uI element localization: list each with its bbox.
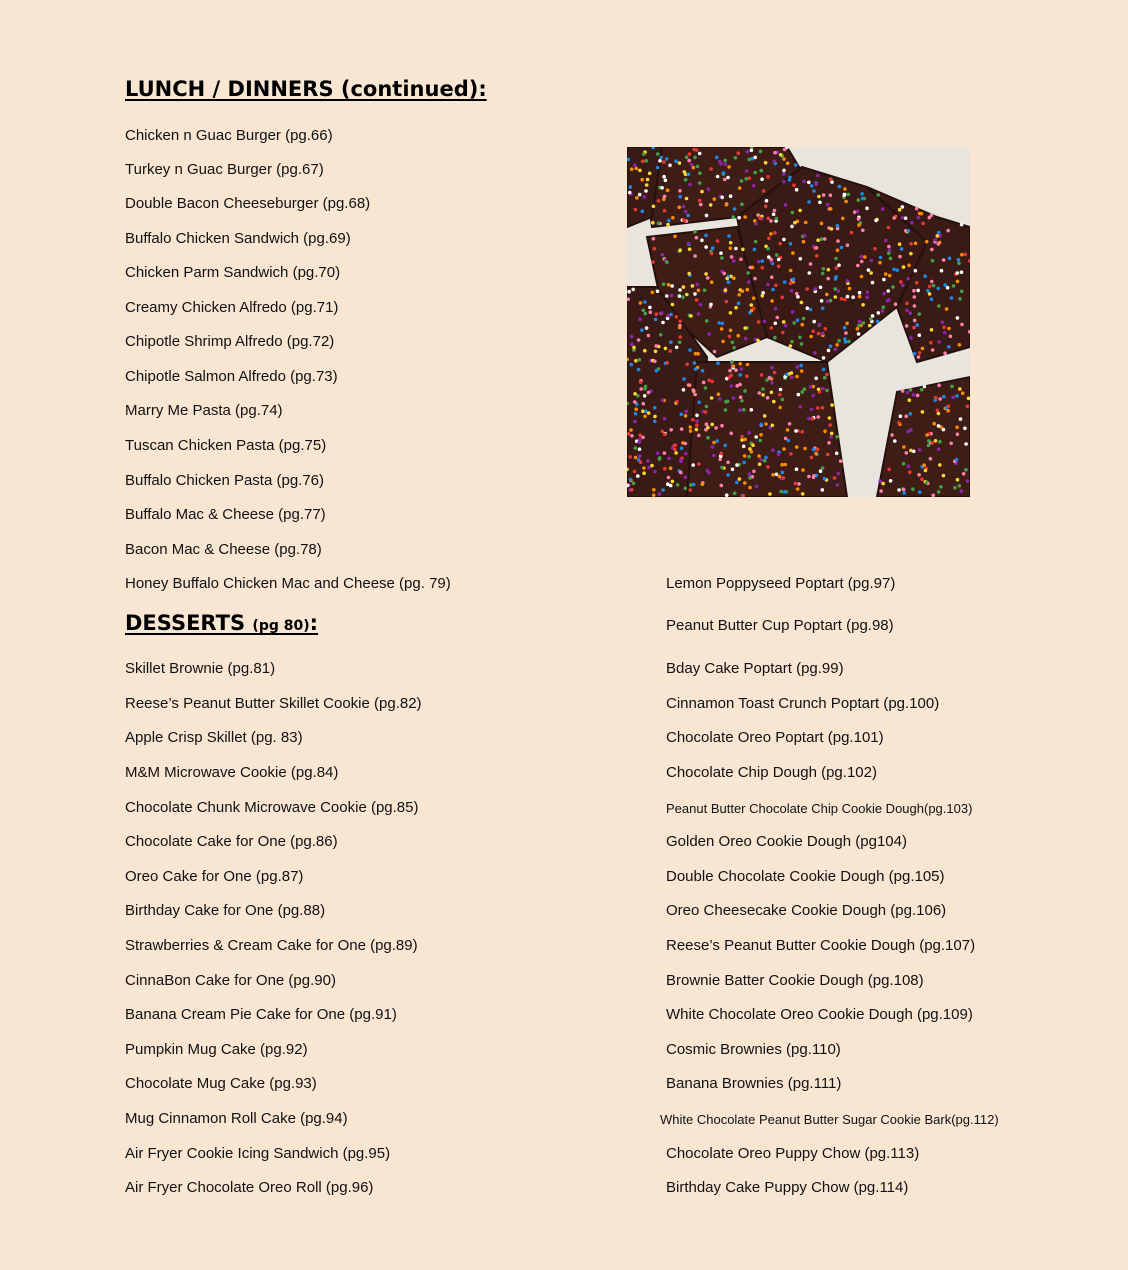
desserts-heading (125, 611, 318, 635)
recipe-entry: Chocolate Chunk Microwave Cookie (pg.85) (125, 799, 419, 816)
desserts-heading-page: (pg 80) (252, 618, 310, 634)
recipe-entry: Chocolate Cake for One (pg.86) (125, 833, 338, 850)
recipe-entry: CinnaBon Cake for One (pg.90) (125, 972, 336, 989)
recipe-entry: Mug Cinnamon Roll Cake (pg.94) (125, 1110, 348, 1127)
recipe-entry: Creamy Chicken Alfredo (pg.71) (125, 299, 339, 316)
recipe-entry: Buffalo Mac & Cheese (pg.77) (125, 506, 326, 523)
recipe-entry: Oreo Cake for One (pg.87) (125, 868, 304, 885)
recipe-entry: Marry Me Pasta (pg.74) (125, 402, 283, 419)
recipe-entry: Double Chocolate Cookie Dough (pg.105) (666, 868, 945, 885)
recipe-entry: White Chocolate Oreo Cookie Dough (pg.109) (666, 1006, 973, 1023)
recipe-entry: Chicken n Guac Burger (pg.66) (125, 127, 333, 144)
recipe-entry: Peanut Butter Cup Poptart (pg.98) (666, 617, 894, 634)
recipe-entry: Oreo Cheesecake Cookie Dough (pg.106) (666, 902, 947, 919)
lunch-dinners-heading: LUNCH / DINNERS (continued): (125, 77, 487, 101)
recipe-entry: Reese’s Peanut Butter Cookie Dough (pg.107) (666, 937, 976, 954)
recipe-entry: Chipotle Shrimp Alfredo (pg.72) (125, 333, 335, 350)
recipe-entry: Bday Cake Poptart (pg.99) (666, 660, 844, 677)
recipe-entry: Honey Buffalo Chicken Mac and Cheese (pg. 79) (125, 575, 451, 592)
recipe-entry: Golden Oreo Cookie Dough (pg104) (666, 833, 907, 850)
recipe-entry: Chipotle Salmon Alfredo (pg.73) (125, 368, 338, 385)
sprinkle-chocolate-bark-photo (627, 147, 970, 497)
recipe-entry: Air Fryer Cookie Icing Sandwich (pg.95) (125, 1145, 391, 1162)
chocolate-bark-image (627, 147, 970, 497)
recipe-entry: Birthday Cake Puppy Chow (pg.114) (666, 1179, 909, 1196)
recipe-entry: Chicken Parm Sandwich (pg.70) (125, 264, 341, 281)
recipe-entry: Chocolate Oreo Poptart (pg.101) (666, 729, 884, 746)
recipe-entry: Birthday Cake for One (pg.88) (125, 902, 326, 919)
recipe-entry: Bacon Mac & Cheese (pg.78) (125, 541, 322, 558)
recipe-entry: Pumpkin Mug Cake (pg.92) (125, 1041, 308, 1058)
recipe-entry: White Chocolate Peanut Butter Sugar Cookie Bark(pg.112) (660, 1112, 999, 1127)
recipe-entry: Brownie Batter Cookie Dough (pg.108) (666, 972, 924, 989)
recipe-entry: Lemon Poppyseed Poptart (pg.97) (666, 575, 896, 592)
recipe-entry: Turkey n Guac Burger (pg.67) (125, 161, 324, 178)
recipe-entry: Reese’s Peanut Butter Skillet Cookie (pg.82) (125, 695, 422, 712)
recipe-entry: Peanut Butter Chocolate Chip Cookie Dough(pg.103) (666, 801, 973, 816)
recipe-entry: Double Bacon Cheeseburger (pg.68) (125, 195, 371, 212)
recipe-entry: Banana Cream Pie Cake for One (pg.91) (125, 1006, 397, 1023)
recipe-entry: Banana Brownies (pg.111) (666, 1075, 842, 1092)
recipe-entry: Chocolate Chip Dough (pg.102) (666, 764, 877, 781)
recipe-entry: Chocolate Oreo Puppy Chow (pg.113) (666, 1145, 920, 1162)
recipe-entry: Tuscan Chicken Pasta (pg.75) (125, 437, 327, 454)
recipe-entry: Buffalo Chicken Sandwich (pg.69) (125, 230, 351, 247)
recipe-entry: Apple Crisp Skillet (pg. 83) (125, 729, 303, 746)
recipe-entry: Strawberries & Cream Cake for One (pg.89) (125, 937, 418, 954)
recipe-entry: Skillet Brownie (pg.81) (125, 660, 276, 677)
desserts-heading-label: DESSERTS (125, 611, 246, 635)
recipe-entry: M&M Microwave Cookie (pg.84) (125, 764, 339, 781)
recipe-entry: Buffalo Chicken Pasta (pg.76) (125, 472, 325, 489)
recipe-entry: Chocolate Mug Cake (pg.93) (125, 1075, 317, 1092)
recipe-entry: Air Fryer Chocolate Oreo Roll (pg.96) (125, 1179, 374, 1196)
desserts-heading-colon: : (309, 611, 319, 635)
recipe-entry: Cinnamon Toast Crunch Poptart (pg.100) (666, 695, 940, 712)
recipe-entry: Cosmic Brownies (pg.110) (666, 1041, 841, 1058)
